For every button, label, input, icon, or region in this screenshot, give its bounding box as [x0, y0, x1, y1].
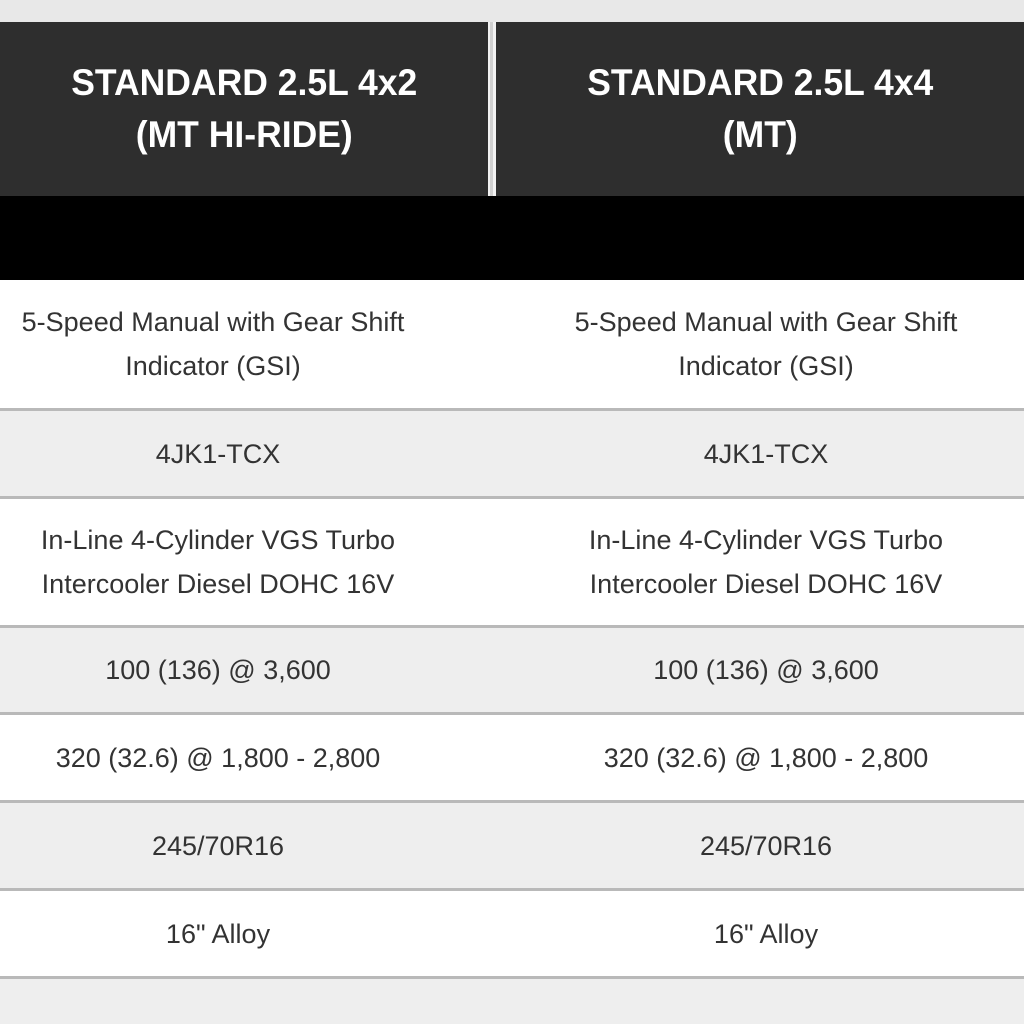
table-cell-4x2: 320 (32.6) @ 1,800 - 2,800 — [55, 742, 381, 773]
column-header-4x2 — [0, 22, 488, 196]
table-row-wheels — [0, 891, 1024, 979]
table-cell-4x4: 245/70R16 — [699, 830, 833, 861]
section-band — [0, 196, 1024, 280]
table-row-tires — [0, 803, 1024, 891]
table-cell-4x4: 5-Speed Manual with Gear Shift Indicator (GSI) — [574, 307, 958, 381]
table-row-power — [0, 628, 1024, 715]
top-strip — [0, 0, 1024, 22]
table-cell-4x4: 16" Alloy — [713, 918, 819, 949]
table-cell-4x2: 100 (136) @ 3,600 — [105, 655, 331, 685]
table-row-transmission — [0, 280, 1024, 411]
table-cell-4x4: 320 (32.6) @ 1,800 - 2,800 — [603, 742, 929, 773]
table-cell-4x2: 245/70R16 — [151, 830, 285, 861]
table-cell-4x4: In-Line 4-Cylinder VGS Turbo Intercooler Diesel DOHC 16V — [588, 525, 944, 599]
table-cell-4x2: 16" Alloy — [165, 918, 271, 949]
table-cell-4x4: 4JK1-TCX — [703, 438, 829, 469]
table-cell-4x4: 100 (136) @ 3,600 — [653, 655, 879, 685]
table-cell-4x2: In-Line 4-Cylinder VGS Turbo Intercooler Diesel DOHC 16V — [40, 525, 396, 599]
table-row-torque — [0, 715, 1024, 803]
table-cell-4x2: 5-Speed Manual with Gear Shift Indicator (GSI) — [21, 307, 405, 381]
spec-rows — [0, 280, 1024, 1024]
column-header-4x2-label: STANDARD 2.5L 4x2 (MT HI-RIDE) — [70, 62, 418, 155]
table-row-engine-code — [0, 411, 1024, 499]
table-row-engine-type — [0, 499, 1024, 628]
table-cell-4x2: 4JK1-TCX — [155, 438, 281, 469]
table-row-partial — [0, 979, 1024, 1024]
column-header-divider — [488, 22, 496, 196]
column-header-4x4 — [496, 22, 1024, 196]
column-header-4x4-label: STANDARD 2.5L 4x4 (MT) — [586, 62, 934, 155]
